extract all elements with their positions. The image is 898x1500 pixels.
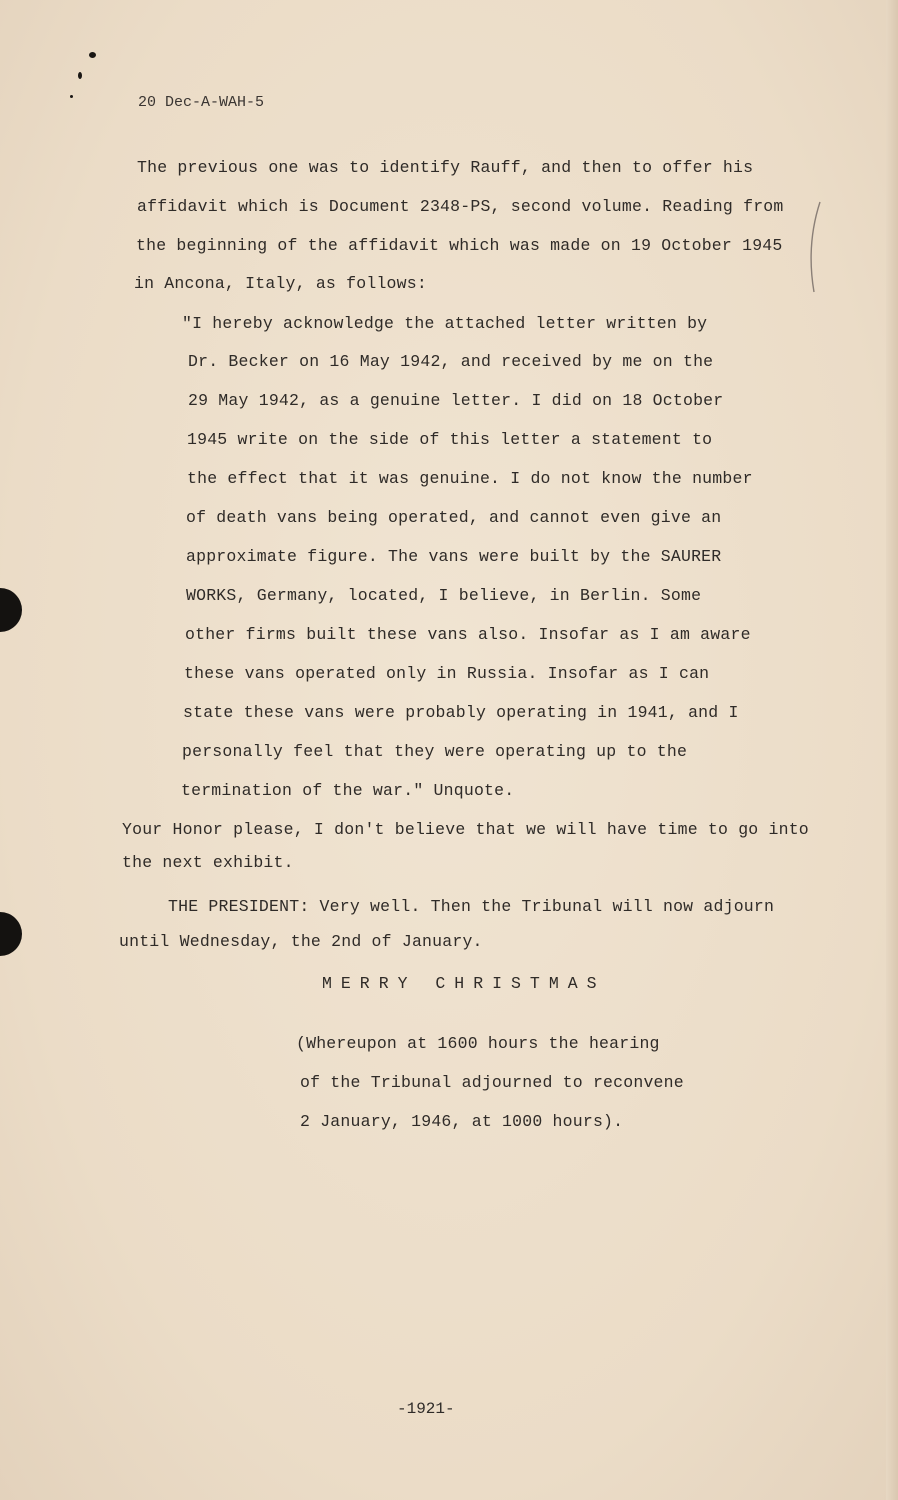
ink-speck xyxy=(89,52,96,58)
closing-line: of the Tribunal adjourned to reconvene xyxy=(300,1073,684,1092)
closing-line: (Whereupon at 1600 hours the hearing xyxy=(296,1034,660,1053)
page-edge xyxy=(886,0,898,1500)
quote-line: these vans operated only in Russia. Insofar as I can xyxy=(184,664,710,683)
intro-line: affidavit which is Document 2348-PS, second volume. Reading from xyxy=(137,197,784,216)
page-number: -1921- xyxy=(397,1400,455,1418)
quote-line: 29 May 1942, as a genuine letter. I did on 18 October xyxy=(188,391,724,410)
closing-line: 2 January, 1946, at 1000 hours). xyxy=(300,1112,624,1131)
counsel-line: the next exhibit. xyxy=(122,853,294,872)
quote-line: 1945 write on the side of this letter a statement to xyxy=(187,430,713,449)
punch-hole-lower xyxy=(0,912,22,956)
quote-line: personally feel that they were operating up to the xyxy=(182,742,688,761)
president-line: THE PRESIDENT: Very well. Then the Tribunal will now adjourn xyxy=(168,897,775,916)
ink-speck xyxy=(70,95,73,98)
intro-line: the beginning of the affidavit which was made on 19 October 1945 xyxy=(136,236,783,255)
merry-christmas-heading: MERRY CHRISTMAS xyxy=(322,974,606,993)
quote-line: state these vans were probably operating in 1941, and I xyxy=(183,703,739,722)
quote-line: other firms built these vans also. Insofar as I am aware xyxy=(185,625,751,644)
document-reference: 20 Dec-A-WAH-5 xyxy=(138,94,265,111)
quote-line: "I hereby acknowledge the attached letter written by xyxy=(182,314,708,333)
intro-line: in Ancona, Italy, as follows: xyxy=(134,274,427,293)
counsel-line: Your Honor please, I don't believe that we will have time to go into xyxy=(122,820,809,839)
quote-line: Dr. Becker on 16 May 1942, and received by me on the xyxy=(188,352,714,371)
intro-line: The previous one was to identify Rauff, and then to offer his xyxy=(137,158,754,177)
quote-line: the effect that it was genuine. I do not know the number xyxy=(187,469,753,488)
president-line: until Wednesday, the 2nd of January. xyxy=(119,932,483,951)
punch-hole-upper xyxy=(0,588,22,632)
quote-line: termination of the war." Unquote. xyxy=(181,781,515,800)
ink-speck xyxy=(78,72,82,79)
quote-line: approximate figure. The vans were built by the SAURER xyxy=(186,547,722,566)
quote-line: of death vans being operated, and cannot even give an xyxy=(186,508,722,527)
pencil-margin-mark xyxy=(800,200,830,300)
quote-line: WORKS, Germany, located, I believe, in Berlin. Some xyxy=(186,586,702,605)
